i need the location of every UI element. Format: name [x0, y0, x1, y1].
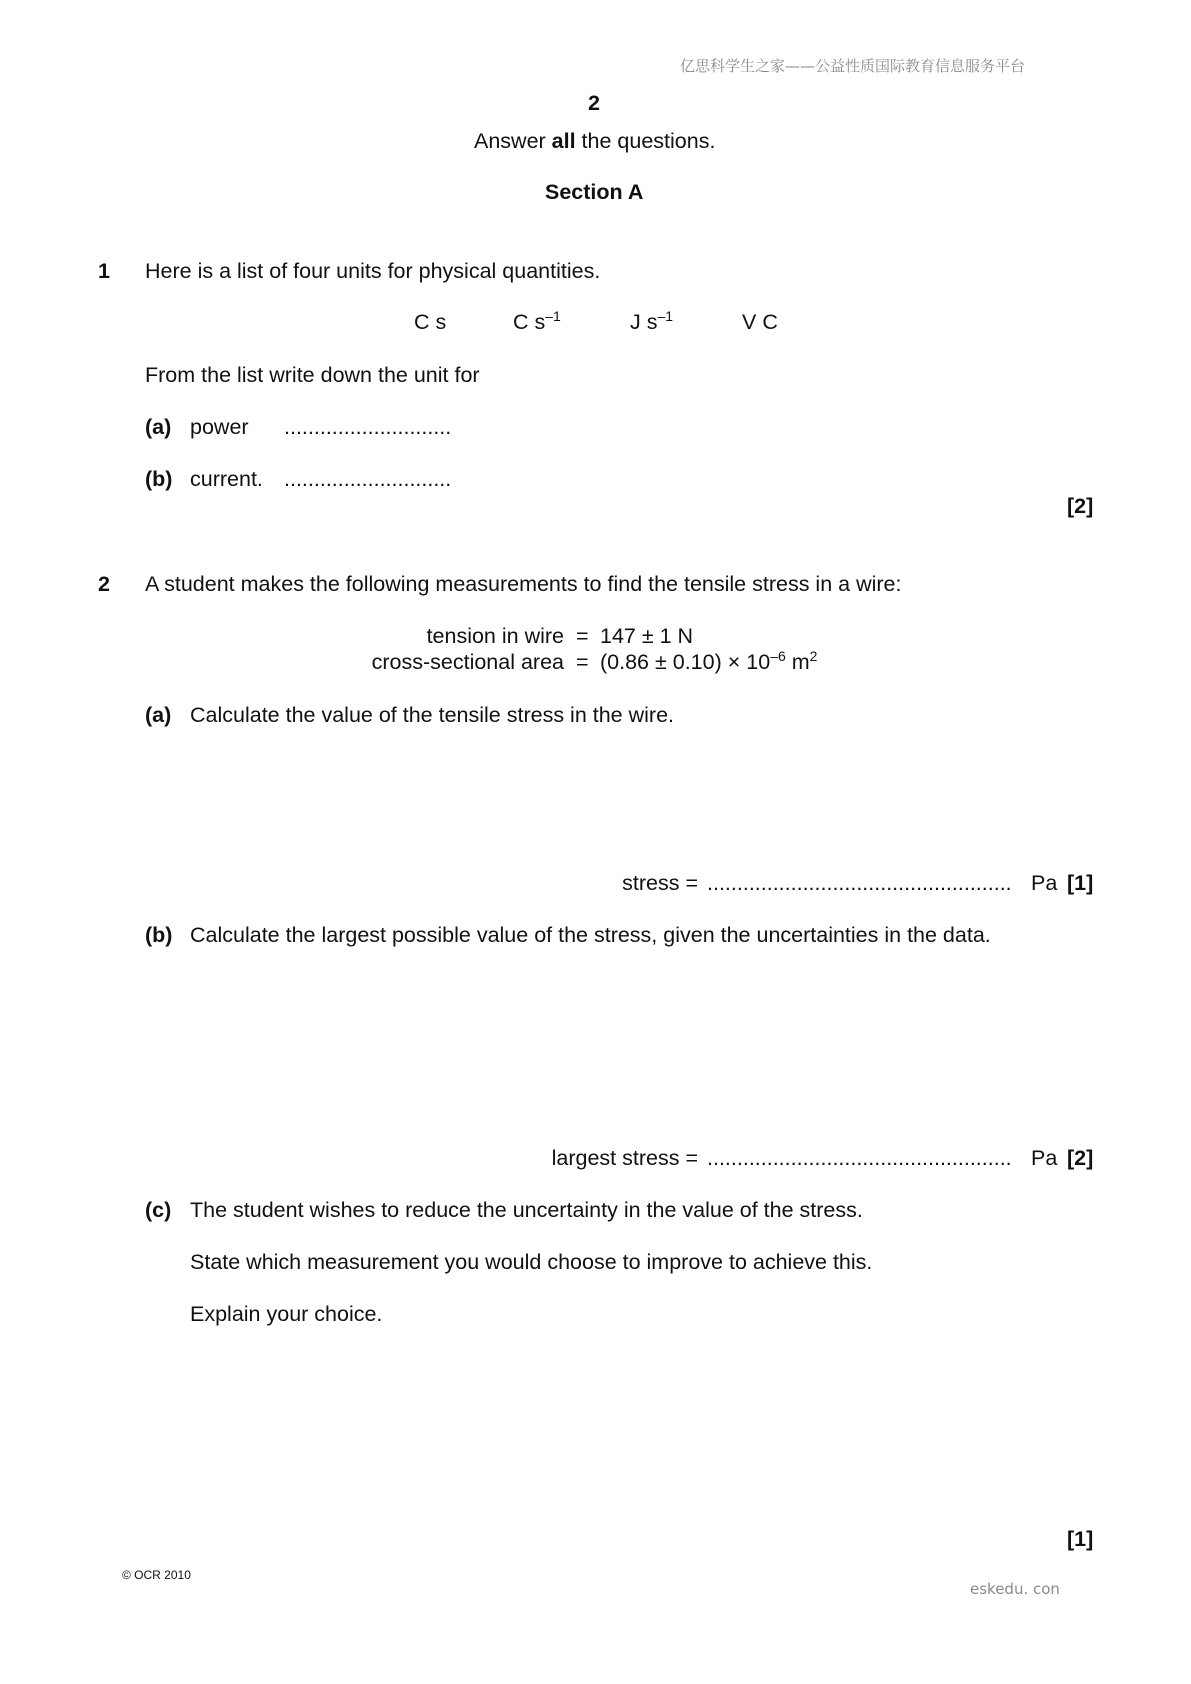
q1a-answer-line[interactable]: ............................ — [284, 415, 452, 439]
q2b-unit: Pa — [1031, 1146, 1058, 1170]
q2b-answer-line[interactable]: ................................................... — [707, 1146, 1012, 1170]
unit-base: V C — [742, 310, 778, 334]
q2a-unit: Pa — [1031, 871, 1058, 895]
q2c-text-1: The student wishes to reduce the uncertainty in the value of the stress. — [190, 1198, 863, 1222]
area-unit: m — [785, 650, 810, 674]
q2-number: 2 — [98, 572, 110, 596]
unit-base: J s — [630, 310, 658, 334]
q2b-answer-label: largest stress = — [551, 1146, 698, 1170]
instruction-prefix: Answer — [474, 129, 552, 153]
q1a-label: (a) — [145, 415, 172, 439]
area-equals: = — [576, 650, 589, 674]
q2b-text: Calculate the largest possible value of the stress, given the uncertainties in the data. — [190, 923, 991, 947]
unit-item — [630, 310, 673, 335]
q1-prompt: From the list write down the unit for — [145, 363, 480, 387]
q1b-label: (b) — [145, 467, 173, 491]
page-number: 2 — [588, 91, 600, 115]
tension-label: tension in wire — [426, 624, 564, 648]
q2a-text: Calculate the value of the tensile stress in the wire. — [190, 703, 675, 727]
q2-text: A student makes the following measurements to find the tensile stress in a wire: — [145, 572, 902, 596]
q1-marks: [2] — [1067, 494, 1094, 518]
unit-base: C s — [414, 310, 447, 334]
tension-value: 147 ± 1 N — [600, 624, 694, 648]
q1a-text: power — [190, 415, 249, 439]
q1-text: Here is a list of four units for physical quantities. — [145, 259, 601, 283]
q2c-text-2: State which measurement you would choose to improve to achieve this. — [190, 1250, 873, 1274]
instruction-emphasis: all — [551, 129, 576, 153]
area-label: cross-sectional area — [371, 650, 564, 674]
copyright-footer: © OCR 2010 — [122, 1568, 191, 1582]
unit-exponent: –1 — [545, 308, 561, 324]
q2b-marks: [2] — [1067, 1146, 1094, 1170]
instruction-suffix: the questions. — [575, 129, 716, 153]
q2a-answer-label: stress = — [622, 871, 698, 895]
q1b-text: current. — [190, 467, 263, 491]
area-exponent: –6 — [770, 648, 786, 664]
unit-base: C s — [513, 310, 546, 334]
q2a-label: (a) — [145, 703, 172, 727]
unit-item — [414, 310, 446, 335]
area-unit-exponent: 2 — [809, 648, 818, 664]
unit-item — [513, 310, 561, 335]
section-title: Section A — [545, 180, 644, 204]
area-value — [600, 650, 817, 675]
watermark-top: 亿思科学生之家——公益性质国际教育信息服务平台 — [680, 57, 1026, 75]
watermark-bottom: eskedu. con — [970, 1580, 1060, 1598]
q2b-label: (b) — [145, 923, 173, 947]
instruction — [474, 129, 715, 154]
q2c-marks: [1] — [1067, 1527, 1094, 1551]
q2a-answer-line[interactable]: ................................................... — [707, 871, 1012, 895]
q1b-answer-line[interactable]: ............................ — [284, 467, 452, 491]
q2a-marks: [1] — [1067, 871, 1094, 895]
unit-item — [742, 310, 778, 335]
area-value-number: (0.86 ± 0.10) × 10 — [600, 650, 771, 674]
q2c-label: (c) — [145, 1198, 172, 1222]
q1-number: 1 — [98, 259, 110, 283]
tension-equals: = — [576, 624, 589, 648]
unit-exponent: –1 — [657, 308, 674, 324]
q2c-text-3: Explain your choice. — [190, 1302, 383, 1326]
